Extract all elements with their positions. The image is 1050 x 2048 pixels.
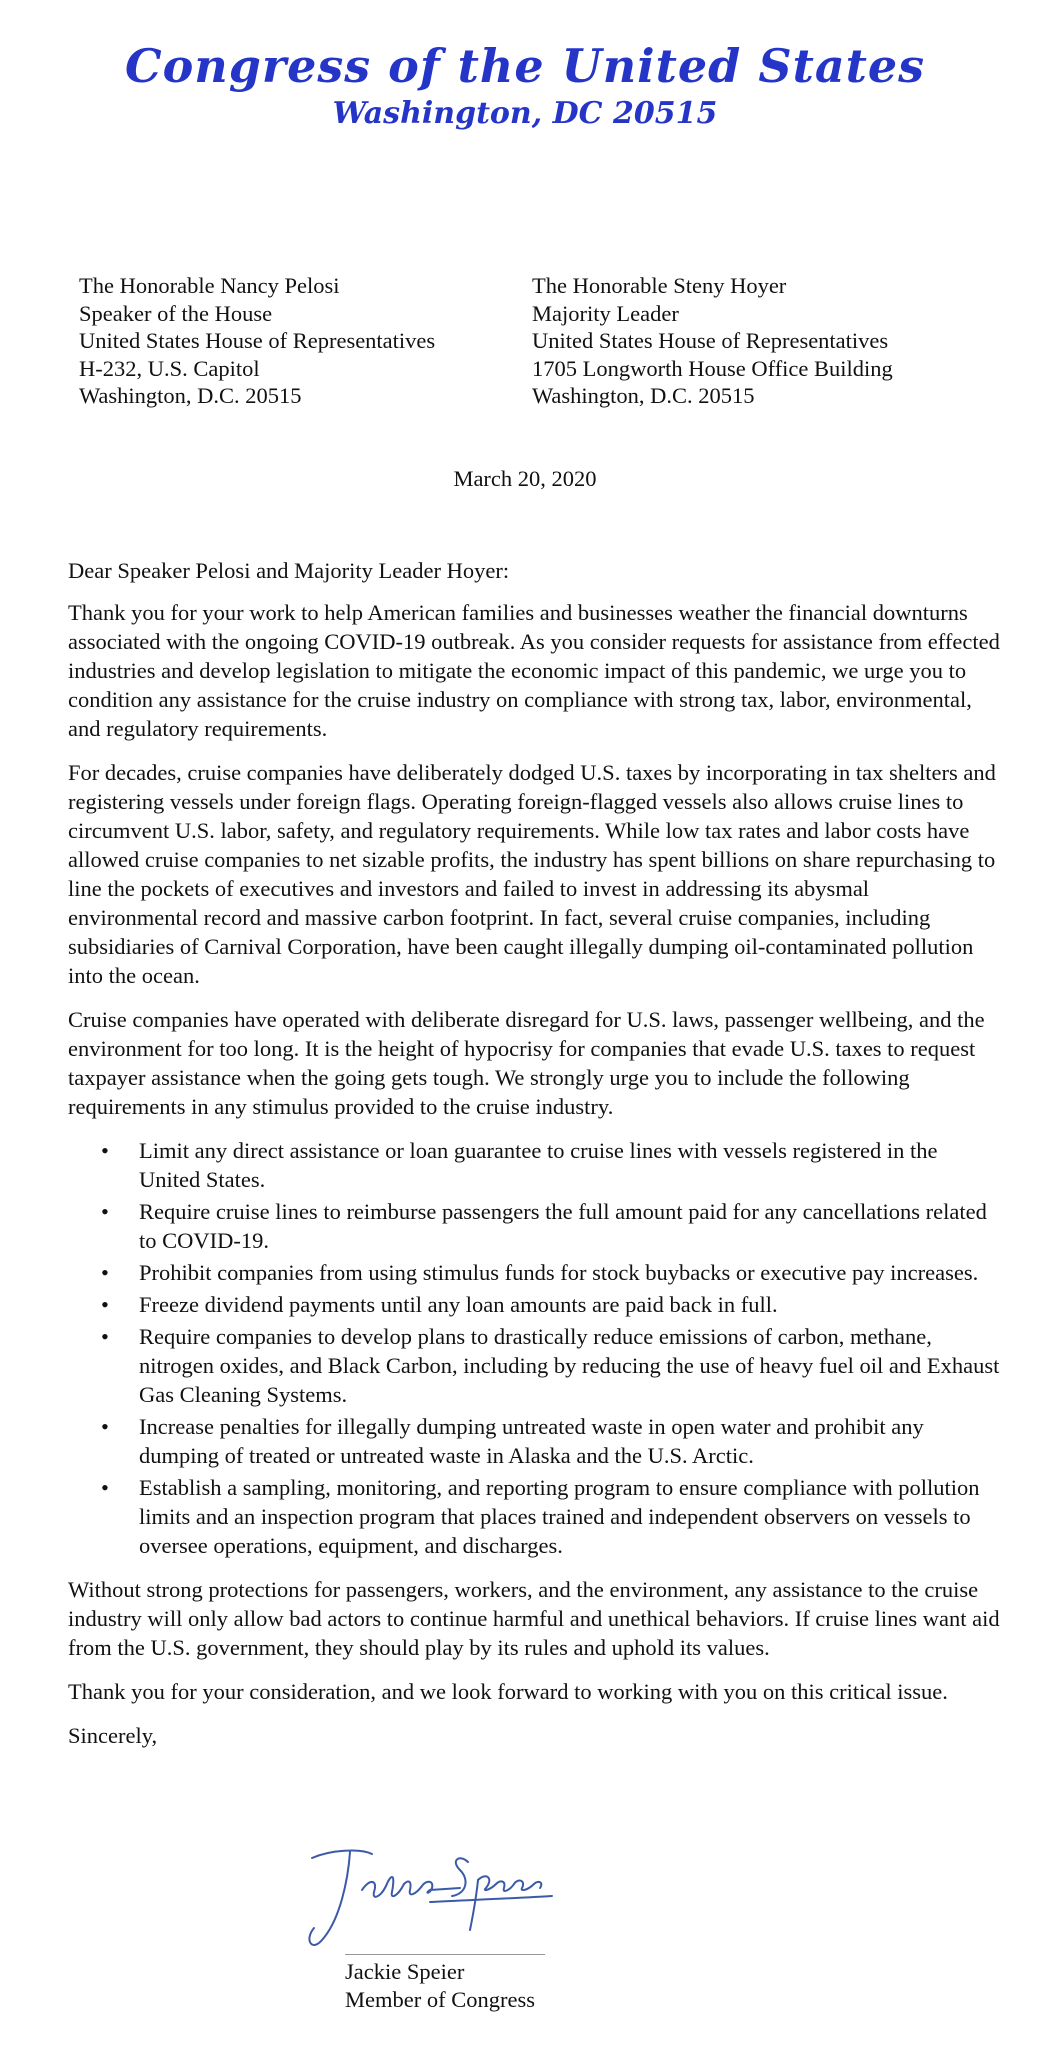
list-item	[68, 1290, 1004, 1319]
body-paragraph: For decades, cruise companies have deliberately dodged U.S. taxes by incorporating in tax shelters and registering vessels under foreign flags. Operating foreign-flagged vessels also allows cruise lines to circumvent U.S. labor, safety, and regulatory requirements. While low tax rates and labor costs have allowed cruise companies to net sizable profits, the industry has spent billions on share repurchasing to line the pockets of executives and investors and failed to invest in addressing its abysmal environmental record and massive carbon footprint. In fact, several cruise companies, including subsidiaries of Carnival Corporation, have been caught illegally dumping oil-contaminated pollution into the ocean.	[68, 760, 996, 988]
signer-name: Jackie Speier	[345, 1959, 465, 1984]
address-line: United States House of Representatives	[79, 328, 436, 353]
salutation: Dear Speaker Pelosi and Majority Leader Hoyer:	[68, 558, 510, 583]
address-line: United States House of Representatives	[532, 328, 889, 353]
body-paragraph: Without strong protections for passengers, workers, and the environment, any assistance to the cruise industry will only allow bad actors to continue harmful and unethical behaviors. If cruise lines want aid from the U.S. government, they should play by its rules and uphold its values.	[68, 1577, 1000, 1660]
address-line: Majority Leader	[532, 300, 679, 326]
signer-title: Member of Congress	[345, 1987, 535, 2012]
body-paragraph: Thank you for your work to help American families and businesses weather the financial downturns associated with the ongoing COVID-19 outbreak. As you consider requests for assistance from effected industries and develop legislation to mitigate the economic impact of this pandemic, we urge you to condition any assistance for the cruise industry on compliance with strong tax, labor, environmental, and regulatory requirements.	[68, 600, 1000, 741]
bullet-icon: •	[101, 1292, 109, 1317]
list-item-text: Limit any direct assistance or loan guarantee to cruise lines with vessels registered in the United States.	[139, 1138, 938, 1192]
address-line: H-232, U.S. Capitol	[79, 355, 260, 381]
letter-date: March 20, 2020	[453, 466, 597, 491]
valediction: Sincerely,	[68, 1723, 158, 1748]
bullet-icon: •	[101, 1414, 109, 1439]
list-item	[68, 1322, 1004, 1409]
list-item-text: Increase penalties for illegally dumping untreated waste in open water and prohibit any dumping of treated or untreated waste in Alaska and the U.S. Arctic.	[139, 1414, 924, 1468]
list-item	[68, 1136, 1004, 1194]
address-line: The Honorable Nancy Pelosi	[79, 273, 340, 298]
letterhead	[0, 38, 1050, 134]
list-item	[68, 1197, 1004, 1255]
recipient-address-hoyer	[532, 272, 893, 410]
list-item	[68, 1258, 1004, 1287]
list-item	[68, 1473, 1004, 1560]
bullet-icon: •	[101, 1475, 109, 1500]
body-paragraph: Cruise companies have operated with deliberate disregard for U.S. laws, passenger wellbeing, and the environment for too long. It is the height of hypocrisy for companies that evade U.S. taxes to request taxpayer assistance when the going gets tough. We strongly urge you to include the following requirements in any stimulus provided to the cruise industry.	[68, 1007, 985, 1119]
list-item-text: Establish a sampling, monitoring, and reporting program to ensure compliance with pollution limits and an inspection program that places trained and independent observers on vessels to oversee operations, equipment, and discharges.	[139, 1475, 980, 1558]
list-item-text: Require companies to develop plans to drastically reduce emissions of carbon, methane, nitrogen oxides, and Black Carbon, including by reducing the use of heavy fuel oil and Exhaust Gas Cleaning Systems.	[139, 1324, 1000, 1407]
letterhead-title: Congress of the United States	[124, 39, 926, 93]
requirements-list	[68, 1136, 1004, 1560]
address-line: Washington, D.C. 20515	[532, 383, 755, 408]
bullet-icon: •	[101, 1260, 109, 1285]
bullet-icon: •	[101, 1199, 109, 1224]
list-item-text: Prohibit companies from using stimulus funds for stock buybacks or executive pay increases.	[139, 1260, 979, 1285]
signer-block	[345, 1958, 535, 2014]
address-line: Speaker of the House	[79, 300, 273, 326]
bullet-icon: •	[101, 1324, 109, 1349]
address-line: Washington, D.C. 20515	[79, 383, 302, 408]
list-item	[68, 1412, 1004, 1470]
handwritten-signature	[300, 1840, 560, 1958]
body-paragraph: Thank you for your consideration, and we look forward to working with you on this critical issue.	[68, 1679, 948, 1704]
address-line: The Honorable Steny Hoyer	[532, 273, 787, 298]
letter-body	[68, 556, 1004, 1765]
signature-line	[345, 1954, 545, 1955]
list-item-text: Require cruise lines to reimburse passengers the full amount paid for any cancellations related to COVID-19.	[139, 1199, 987, 1253]
address-line: 1705 Longworth House Office Building	[532, 355, 893, 381]
signature-drawing	[300, 1840, 560, 1958]
letterhead-subtitle: Washington, DC 20515	[332, 96, 718, 131]
list-item-text: Freeze dividend payments until any loan amounts are paid back in full.	[139, 1292, 778, 1317]
recipient-address-pelosi	[79, 272, 435, 410]
bullet-icon: •	[101, 1138, 109, 1163]
